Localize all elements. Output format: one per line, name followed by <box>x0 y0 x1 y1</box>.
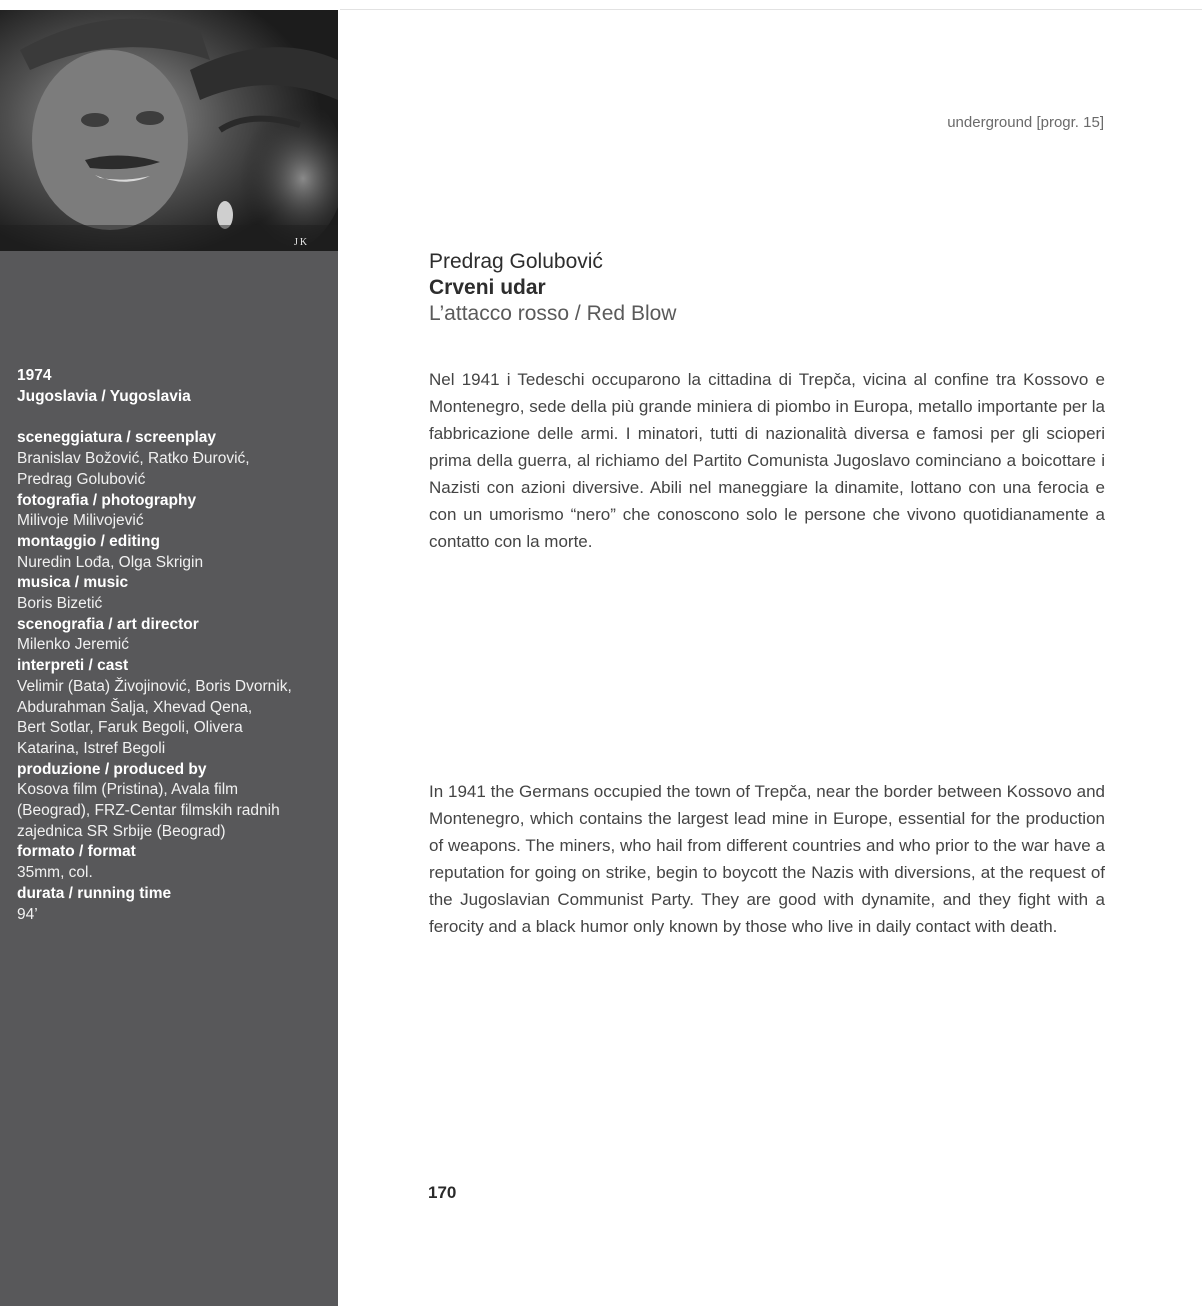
credit-label: montaggio / editing <box>17 532 160 550</box>
credit-value: Predrag Golubović <box>17 470 146 488</box>
film-still-photo <box>0 10 338 251</box>
credit-label: scenografia / art director <box>17 615 199 633</box>
director-name: Predrag Golubović <box>429 250 603 273</box>
credit-value: Boris Bizetić <box>17 595 103 613</box>
alt-title: L’attacco rosso / Red Blow <box>429 302 677 325</box>
credit-value: Velimir (Bata) Živojinović, Boris Dvornik, <box>17 677 292 695</box>
top-rule <box>340 9 1202 10</box>
credit-value: Milenko Jeremić <box>17 636 129 654</box>
credit-label: durata / running time <box>17 884 172 902</box>
credit-value: Kosova film (Pristina), Avala film <box>17 781 239 799</box>
credits-gap <box>17 407 329 428</box>
running-head: underground [progr. 15] <box>947 114 1104 131</box>
credit-label: interpreti / cast <box>17 657 129 675</box>
page-number: 170 <box>428 1183 457 1202</box>
credit-label: produzione / produced by <box>17 760 207 778</box>
film-country: Jugoslavia / Yugoslavia <box>17 387 191 405</box>
credit-value: Nuredin Lođa, Olga Skrigin <box>17 553 204 571</box>
credit-label: sceneggiatura / screenplay <box>17 429 217 447</box>
credit-value: (Beograd), FRZ-Centar filmskih radnih <box>17 802 280 820</box>
credit-value: Abdurahman Šalja, Xhevad Qena, <box>17 698 253 716</box>
synopsis-italian: Nel 1941 i Tedeschi occuparono la cittadina di Trepča, vicina al confine tra Kossovo e Montenegro, sede della più grande miniera di piombo in Europa, metallo importante per la fabbricazione delle armi. I minatori, tutti di nazionalità diversa e famosi per gli scioperi prima della guerra, al richiamo del Partito Comunista Jugoslavo cominciano a boicottare i Nazisti con azioni diversive. Abili nel maneggiare la dinamite, lottano con una ferocia e con un umorismo “nero” che conoscono solo le persone che vivono quotidianamente a contatto con la morte. <box>429 370 1105 551</box>
credit-value: Milivoje Milivojević <box>17 512 144 530</box>
credit-value: Branislav Božović, Ratko Đurović, <box>17 450 250 468</box>
synopsis-english: In 1941 the Germans occupied the town of Trepča, near the border between Kossovo and Montenegro, which contains the largest lead mine in Europe, essential for the production of weapons. The miners, who hail from different countries and who prior to the war have a reputation for going on strike, begin to boycott the Nazis with diversions, at the request of the Jugoslavian Communist Party. They are good with dynamite, and they fight with a ferocity and a black humor only known by those who live in daily contact with death. <box>429 782 1105 936</box>
film-title: Crveni udar <box>429 276 546 299</box>
credit-label: musica / music <box>17 574 129 592</box>
credit-value: 35mm, col. <box>17 864 93 882</box>
credit-value: 94’ <box>17 905 38 923</box>
credit-label: fotografia / photography <box>17 491 197 509</box>
credit-label: formato / format <box>17 843 136 861</box>
credit-sections <box>17 428 329 925</box>
credit-value: Bert Sotlar, Faruk Begoli, Olivera <box>17 719 243 737</box>
title-block <box>429 249 1109 327</box>
photo-monogram: JK <box>294 237 310 248</box>
credits-sidebar <box>0 10 338 1306</box>
film-year: 1974 <box>17 367 52 384</box>
credit-value: zajednica SR Srbije (Beograd) <box>17 822 226 840</box>
credit-value: Katarina, Istref Begoli <box>17 739 166 757</box>
credits-list <box>17 366 329 925</box>
